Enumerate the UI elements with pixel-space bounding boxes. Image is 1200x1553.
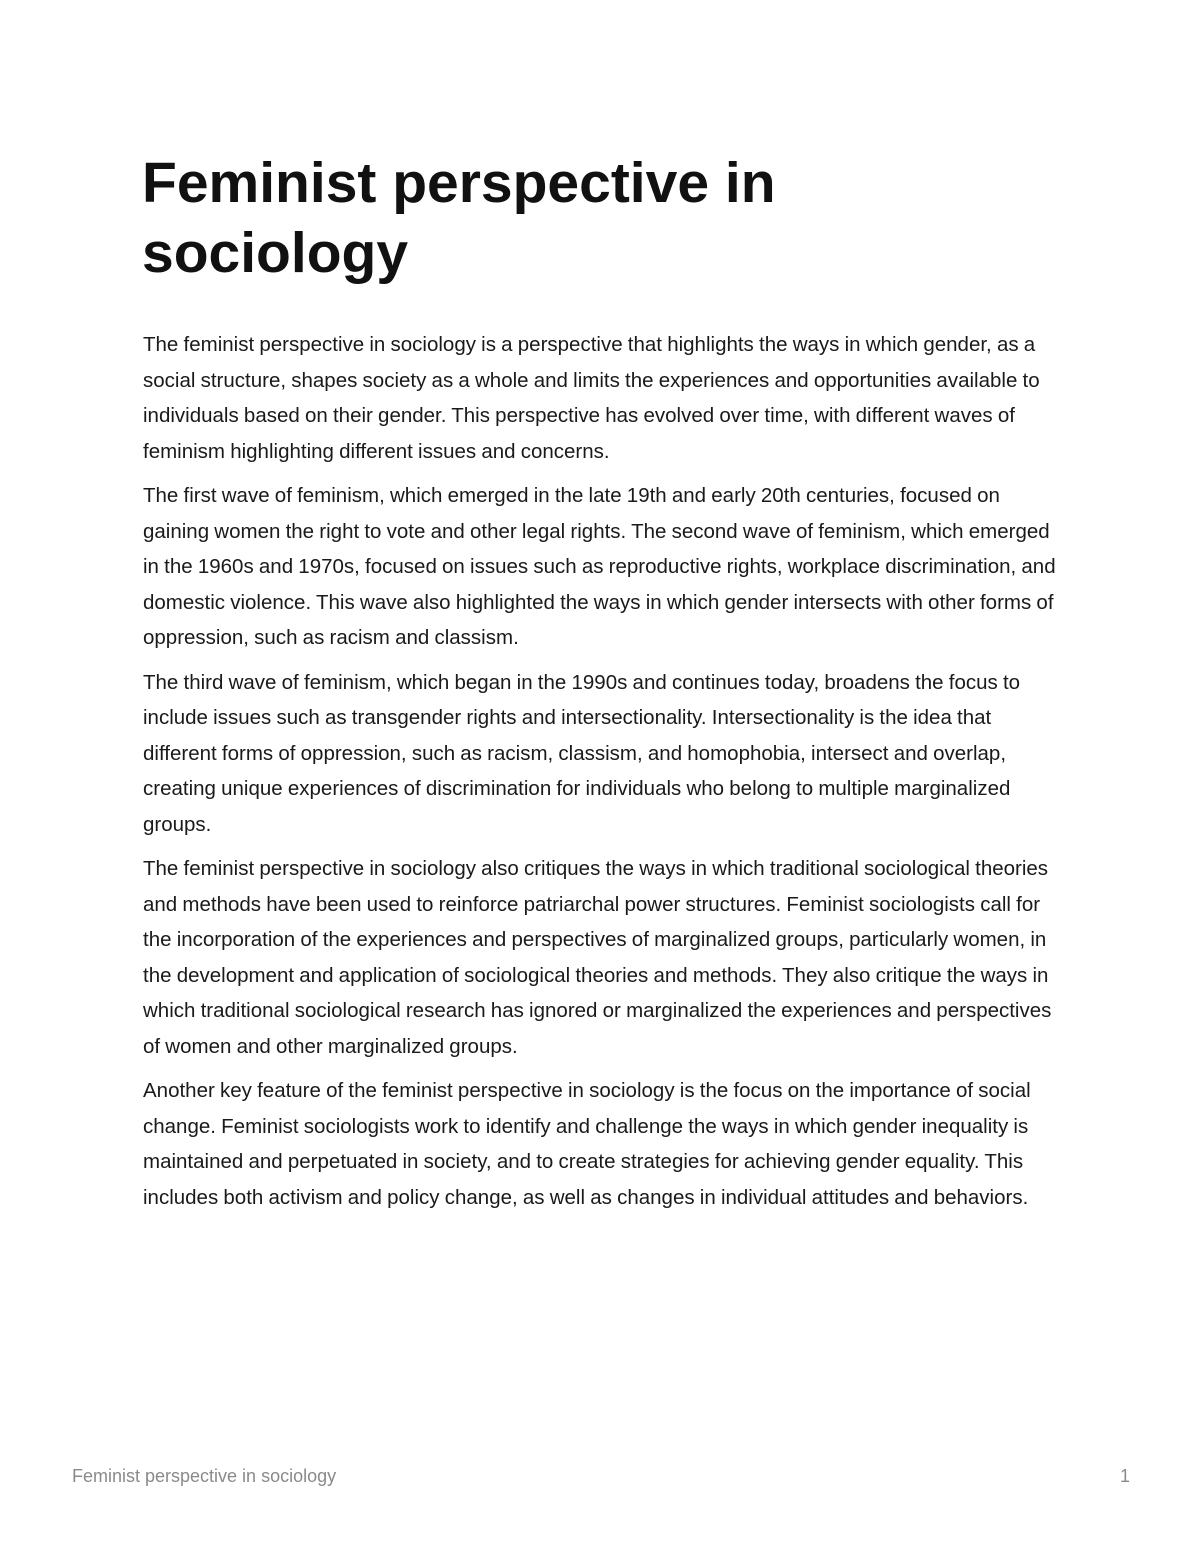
page-number: 1 [1119,1466,1130,1486]
footer-title: Feminist perspective in sociology [72,1466,337,1486]
paragraph-intro: The feminist perspective in sociology is a perspective that highlights the ways in which gender, as a social structure, shapes society as a whole and limits the experiences and opportunities available to individuals based on their gender. This perspective has evolved over time, with different waves of feminism highlighting different issues and concerns. [143,333,1040,463]
paragraph-third-wave: The third wave of feminism, which began in the 1990s and continues today, broadens the focus to include issues such as transgender rights and intersectionality. Intersectionality is the idea that different forms of oppression, such as racism, classism, and homophobia, intersect and overlap, creating unique experiences of discrimination for individuals who belong to multiple marginalized groups. [143,670,1021,836]
paragraph-social-change: Another key feature of the feminist perspective in sociology is the focus on the importance of social change. Feminist sociologists work to identify and challenge the ways in which gender inequality is maintained and perpetuated in society, and to create strategies for achieving gender equality. This includes both activism and policy change, as well as changes in individual attitudes and behaviors. [143,1079,1031,1209]
paragraph-critique: The feminist perspective in sociology also critiques the ways in which traditional sociological theories and methods have been used to reinforce patriarchal power structures. Feminist sociologists call for the incorporation of the experiences and perspectives of marginalized groups, particularly women, in the development and application of sociological theories and methods. They also critique the ways in which traditional sociological research has ignored or marginalized the experiences and perspectives of women and other marginalized groups. [143,857,1052,1058]
document-body [143,327,1058,1224]
paragraph-first-second-wave: The first wave of feminism, which emerged in the late 19th and early 20th centuries, focused on gaining women the right to vote and other legal rights. The second wave of feminism, which emerged in the 1960s and 1970s, focused on issues such as reproductive rights, workplace discrimination, and domestic violence. This wave also highlighted the ways in which gender intersects with other forms of oppression, such as racism and classism. [143,484,1056,649]
page-title: Feminist perspective in sociology [142,151,776,285]
